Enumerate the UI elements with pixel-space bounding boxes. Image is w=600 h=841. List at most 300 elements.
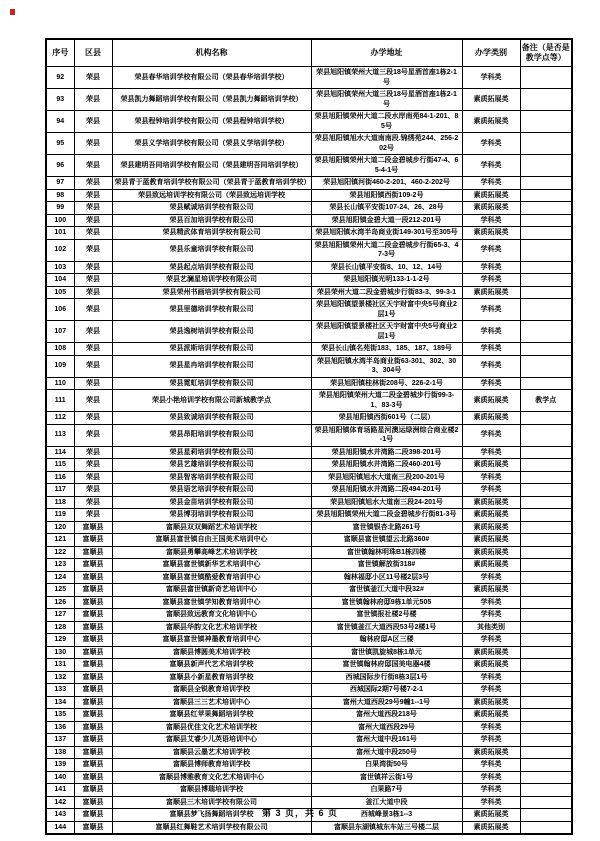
cell-name: 富顺县富世镇新华艺术培训中心 bbox=[112, 559, 311, 572]
cell-no: 132 bbox=[46, 671, 74, 684]
cell-address: 富世镇翰林府邸9栋1单元505 bbox=[311, 596, 462, 609]
cell-category: 学科类 bbox=[462, 609, 520, 622]
cell-address: 西城国际步行街8栋3层1号 bbox=[311, 671, 462, 684]
table-row bbox=[46, 646, 572, 659]
cell-no: 101 bbox=[46, 227, 74, 240]
cell-address: 富世镇翰林明珠B1栋四楼 bbox=[311, 546, 462, 559]
cell-no: 107 bbox=[46, 321, 74, 343]
cell-category: 素质拓展类 bbox=[462, 111, 520, 133]
cell-no: 114 bbox=[46, 446, 74, 459]
cell-name: 富顺县富世镇神墨教育培训中心 bbox=[112, 634, 311, 647]
cell-remark bbox=[520, 684, 572, 697]
table-row bbox=[46, 299, 572, 321]
cell-remark bbox=[520, 261, 572, 274]
cell-name: 富顺县梦飞扬舞蹈培训学校 bbox=[112, 809, 311, 822]
cell-address: 富州大道西段29号9幢1--1号 bbox=[311, 696, 462, 709]
table-row bbox=[46, 734, 572, 747]
cell-name: 荣县青于蓝教育培训学校有限公司（荣县青于蓝教育培训学校） bbox=[112, 177, 311, 190]
cell-remark bbox=[520, 659, 572, 672]
table-row bbox=[46, 111, 572, 133]
cell-no: 118 bbox=[46, 496, 74, 509]
table-row bbox=[46, 133, 572, 155]
table-row bbox=[46, 696, 572, 709]
cell-remark bbox=[520, 534, 572, 547]
cell-remark bbox=[520, 734, 572, 747]
cell-name: 富顺县博圆美术培训学校 bbox=[112, 646, 311, 659]
cell-address: 富世镇银杏北路261号 bbox=[311, 521, 462, 534]
table-row bbox=[46, 596, 572, 609]
cell-name: 富顺县新声代艺术培训学校 bbox=[112, 659, 311, 672]
cell-category: 素质拓展类 bbox=[462, 534, 520, 547]
cell-category: 学科类 bbox=[462, 133, 520, 155]
page-corner-marker bbox=[10, 9, 15, 15]
cell-no: 127 bbox=[46, 609, 74, 622]
cell-address: 富世镇祥云街1号 bbox=[311, 771, 462, 784]
cell-name: 荣县艺澜星培训学校有限公司 bbox=[112, 274, 311, 287]
cell-no: 104 bbox=[46, 274, 74, 287]
cell-name: 荣县乐童培训学校有限公司 bbox=[112, 239, 311, 261]
cell-district: 荣县 bbox=[74, 67, 112, 89]
cell-address: 荣县旭阳镇桂林街208号、226-2-1号 bbox=[311, 377, 462, 390]
cell-address: 富世镇凯旋城8栋1单元 bbox=[311, 646, 462, 659]
cell-district: 富顺县 bbox=[74, 734, 112, 747]
table-row bbox=[46, 746, 572, 759]
cell-name: 荣县星莉培训学校有限公司 bbox=[112, 446, 311, 459]
cell-category: 素质拓展类 bbox=[462, 286, 520, 299]
cell-address: 荣县长山镇名苑街183、185、187、189号 bbox=[311, 343, 462, 356]
cell-address: 荣县旭阳镇西街109-2号 bbox=[311, 189, 462, 202]
cell-remark bbox=[520, 546, 572, 559]
cell-address: 富州大道西段29号 bbox=[311, 721, 462, 734]
cell-address: 荣县旭阳镇西街601号（二层） bbox=[311, 412, 462, 425]
cell-district: 荣县 bbox=[74, 89, 112, 111]
cell-no: 131 bbox=[46, 659, 74, 672]
cell-name: 富顺县小新星教育培训学校 bbox=[112, 671, 311, 684]
cell-remark bbox=[520, 424, 572, 446]
table-row bbox=[46, 459, 572, 472]
cell-address: 白果路7号 bbox=[311, 784, 462, 797]
cell-name: 富顺县博师教育培训学校 bbox=[112, 759, 311, 772]
cell-category: 学科类 bbox=[462, 377, 520, 390]
cell-category: 学科类 bbox=[462, 784, 520, 797]
cell-name: 荣县派斯培训学校有限公司 bbox=[112, 343, 311, 356]
cell-category: 素质拓展类 bbox=[462, 390, 520, 412]
institutions-table bbox=[45, 38, 573, 835]
cell-no: 123 bbox=[46, 559, 74, 572]
cell-district: 富顺县 bbox=[74, 521, 112, 534]
cell-name: 荣县昂阳培训学校有限公司 bbox=[112, 424, 311, 446]
cell-district: 荣县 bbox=[74, 286, 112, 299]
col-header-district: 区县 bbox=[74, 39, 112, 67]
cell-address: 富州大道中段161号 bbox=[311, 734, 462, 747]
cell-address: 荣县长山镇平安街8、10、12、14号 bbox=[311, 261, 462, 274]
cell-category: 素质拓展类 bbox=[462, 821, 520, 834]
table-row bbox=[46, 559, 572, 572]
cell-category: 素质拓展类 bbox=[462, 584, 520, 597]
table-row bbox=[46, 571, 572, 584]
cell-no: 93 bbox=[46, 89, 74, 111]
cell-address: 荣县旭阳镇水井湾路二段460-201号 bbox=[311, 459, 462, 472]
table-row bbox=[46, 659, 572, 672]
cell-name: 富顺县华韵文化艺术培训学校 bbox=[112, 621, 311, 634]
cell-remark bbox=[520, 286, 572, 299]
cell-category: 学科类 bbox=[462, 759, 520, 772]
cell-no: 122 bbox=[46, 546, 74, 559]
cell-no: 133 bbox=[46, 684, 74, 697]
table-row bbox=[46, 534, 572, 547]
cell-remark bbox=[520, 584, 572, 597]
cell-category: 学科类 bbox=[462, 424, 520, 446]
cell-remark bbox=[520, 521, 572, 534]
cell-district: 荣县 bbox=[74, 239, 112, 261]
cell-address: 荣县旭阳镇荣州大道三段18号星酒首座1栋2-1号 bbox=[311, 89, 462, 111]
cell-no: 121 bbox=[46, 534, 74, 547]
cell-name: 富顺县云墨艺术培训学校 bbox=[112, 746, 311, 759]
cell-no: 106 bbox=[46, 299, 74, 321]
table-row bbox=[46, 496, 572, 509]
cell-remark bbox=[520, 377, 572, 390]
cell-address: 富顺县富世镇望云北路360# bbox=[311, 534, 462, 547]
cell-district: 荣县 bbox=[74, 299, 112, 321]
cell-remark bbox=[520, 571, 572, 584]
table-row bbox=[46, 177, 572, 190]
cell-address: 荣县旭阳镇旭水大道南三段24-201号 bbox=[311, 496, 462, 509]
cell-no: 135 bbox=[46, 709, 74, 722]
cell-address: 富世镇报社楼2号楼 bbox=[311, 609, 462, 622]
table-row bbox=[46, 89, 572, 111]
cell-remark bbox=[520, 214, 572, 227]
cell-district: 荣县 bbox=[74, 214, 112, 227]
cell-no: 109 bbox=[46, 355, 74, 377]
cell-address: 荣县旭阳镇光明133-1-1-2号 bbox=[311, 274, 462, 287]
cell-address: 富州大道中段250号 bbox=[311, 746, 462, 759]
table-row bbox=[46, 202, 572, 215]
cell-address: 荣县旭阳镇水井湾路二段398-201号 bbox=[311, 446, 462, 459]
cell-remark bbox=[520, 202, 572, 215]
cell-address: 荣县旭阳镇望景楼社区天宇财富中央5号商业2层1号 bbox=[311, 321, 462, 343]
cell-category: 素质拓展类 bbox=[462, 496, 520, 509]
table-row bbox=[46, 261, 572, 274]
cell-address: 翰林府邸A区三楼 bbox=[311, 634, 462, 647]
cell-address: 荣县旭阳镇体育场路星河澳运绿洲综合商业楼2-1号 bbox=[311, 424, 462, 446]
col-header-remark: 备注（是否是教学点等） bbox=[520, 39, 572, 67]
cell-no: 113 bbox=[46, 424, 74, 446]
cell-remark bbox=[520, 784, 572, 797]
cell-district: 荣县 bbox=[74, 133, 112, 155]
cell-name: 富顺县富世镇酷爱教育培训中心 bbox=[112, 571, 311, 584]
cell-remark: 教学点 bbox=[520, 390, 572, 412]
cell-category: 学科类 bbox=[462, 155, 520, 177]
cell-remark bbox=[520, 559, 572, 572]
cell-district: 荣县 bbox=[74, 484, 112, 497]
cell-category: 学科类 bbox=[462, 239, 520, 261]
cell-district: 富顺县 bbox=[74, 596, 112, 609]
cell-category: 学科类 bbox=[462, 471, 520, 484]
cell-remark bbox=[520, 634, 572, 647]
cell-no: 129 bbox=[46, 634, 74, 647]
cell-address: 荣县旭阳镇望景楼社区天宇财富中央5号商业2层1号 bbox=[311, 299, 462, 321]
cell-remark bbox=[520, 155, 572, 177]
cell-name: 富顺县艾睿少儿英语培训中心 bbox=[112, 734, 311, 747]
cell-district: 荣县 bbox=[74, 412, 112, 425]
table-row bbox=[46, 286, 572, 299]
cell-remark bbox=[520, 746, 572, 759]
cell-remark bbox=[520, 239, 572, 261]
table-row bbox=[46, 189, 572, 202]
col-header-address: 办学地址 bbox=[311, 39, 462, 67]
cell-district: 荣县 bbox=[74, 202, 112, 215]
cell-remark bbox=[520, 343, 572, 356]
cell-category: 素质拓展类 bbox=[462, 412, 520, 425]
cell-address: 翰林福邸小区11号楼2层3号 bbox=[311, 571, 462, 584]
cell-name: 富顺县红舞鞋艺术培训学校有限公司 bbox=[112, 821, 311, 834]
cell-no: 105 bbox=[46, 286, 74, 299]
cell-category: 学科类 bbox=[462, 596, 520, 609]
cell-no: 144 bbox=[46, 821, 74, 834]
cell-remark bbox=[520, 67, 572, 89]
cell-no: 98 bbox=[46, 189, 74, 202]
cell-name: 富顺县富世镇学知教育培训中心 bbox=[112, 596, 311, 609]
cell-address: 富州大道西段218号 bbox=[311, 709, 462, 722]
cell-remark bbox=[520, 355, 572, 377]
cell-name: 富顺县致远教育文化培训中心 bbox=[112, 609, 311, 622]
cell-address: 荣县旭阳镇水湾半岛商业街149-301号至305号 bbox=[311, 227, 462, 240]
cell-no: 117 bbox=[46, 484, 74, 497]
cell-name: 荣县程钟培训学校有限公司（荣县程钟培训学校） bbox=[112, 111, 311, 133]
cell-name: 富顺县富世镇新奇艺培训中心 bbox=[112, 584, 311, 597]
cell-district: 荣县 bbox=[74, 390, 112, 412]
cell-remark bbox=[520, 621, 572, 634]
cell-no: 140 bbox=[46, 771, 74, 784]
cell-name: 富顺县红苹果舞蹈培训学校 bbox=[112, 709, 311, 722]
cell-category: 学科类 bbox=[462, 484, 520, 497]
cell-no: 97 bbox=[46, 177, 74, 190]
cell-category: 学科类 bbox=[462, 634, 520, 647]
cell-name: 富顺县勇攀高峰艺术培训学校 bbox=[112, 546, 311, 559]
cell-category: 学科类 bbox=[462, 67, 520, 89]
cell-address: 釜江大道中段 bbox=[311, 796, 462, 809]
cell-name: 荣县逸树培训学校有限公司 bbox=[112, 321, 311, 343]
cell-name: 荣县凯力舞蹈培训学校有限公司（荣县凯力舞蹈培训学校） bbox=[112, 89, 311, 111]
cell-remark bbox=[520, 496, 572, 509]
cell-district: 富顺县 bbox=[74, 646, 112, 659]
cell-no: 111 bbox=[46, 390, 74, 412]
cell-address: 富世镇翰林府邸国美电器4楼 bbox=[311, 659, 462, 672]
table-row bbox=[46, 709, 572, 722]
cell-no: 124 bbox=[46, 571, 74, 584]
cell-category: 学科类 bbox=[462, 261, 520, 274]
cell-district: 富顺县 bbox=[74, 696, 112, 709]
cell-name: 荣县艺雄培训学校有限公司 bbox=[112, 459, 311, 472]
cell-district: 荣县 bbox=[74, 377, 112, 390]
cell-category: 学科类 bbox=[462, 321, 520, 343]
cell-address: 富世镇釜江大道中段32# bbox=[311, 584, 462, 597]
cell-district: 富顺县 bbox=[74, 821, 112, 834]
table-row bbox=[46, 609, 572, 622]
cell-district: 富顺县 bbox=[74, 684, 112, 697]
cell-name: 富顺县三三艺术培训中心 bbox=[112, 696, 311, 709]
cell-district: 富顺县 bbox=[74, 571, 112, 584]
cell-district: 荣县 bbox=[74, 459, 112, 472]
table-row bbox=[46, 521, 572, 534]
cell-category: 素质拓展类 bbox=[462, 227, 520, 240]
cell-no: 102 bbox=[46, 239, 74, 261]
cell-address: 富顺县东湖镇城东车站三号楼二层 bbox=[311, 821, 462, 834]
cell-address: 荣县旭阳镇旭水大道南南段.锦绣苑244、256-202号 bbox=[311, 133, 462, 155]
cell-no: 110 bbox=[46, 377, 74, 390]
cell-address: 荣县旭阳镇荣州大道二段金碧城步行街81-3号 bbox=[311, 509, 462, 522]
cell-name: 富顺县博雅教育文化艺术培训中心 bbox=[112, 771, 311, 784]
cell-district: 荣县 bbox=[74, 274, 112, 287]
cell-name: 荣县博羽培训学校有限公司 bbox=[112, 509, 311, 522]
table-row bbox=[46, 239, 572, 261]
table-row bbox=[46, 621, 572, 634]
cell-address: 荣县旭阳镇水湾半岛商业街63-301、302、303、304号 bbox=[311, 355, 462, 377]
cell-remark bbox=[520, 509, 572, 522]
cell-no: 119 bbox=[46, 509, 74, 522]
cell-remark bbox=[520, 484, 572, 497]
col-header-name: 机构名称 bbox=[112, 39, 311, 67]
cell-address: 荣县旭阳镇荣州大道二段金碧城步行街65-3、47-3号 bbox=[311, 239, 462, 261]
cell-district: 荣县 bbox=[74, 111, 112, 133]
cell-category: 学科类 bbox=[462, 274, 520, 287]
cell-category: 素质拓展类 bbox=[462, 202, 520, 215]
table-row bbox=[46, 721, 572, 734]
table-row bbox=[46, 67, 572, 89]
table-row bbox=[46, 471, 572, 484]
cell-category: 学科类 bbox=[462, 177, 520, 190]
cell-no: 138 bbox=[46, 746, 74, 759]
cell-no: 137 bbox=[46, 734, 74, 747]
cell-name: 荣县起点培训学校有限公司 bbox=[112, 261, 311, 274]
cell-category: 学科类 bbox=[462, 446, 520, 459]
cell-category: 素质拓展类 bbox=[462, 809, 520, 822]
cell-no: 108 bbox=[46, 343, 74, 356]
table-row bbox=[46, 390, 572, 412]
cell-district: 富顺县 bbox=[74, 609, 112, 622]
cell-remark bbox=[520, 671, 572, 684]
table-row bbox=[46, 684, 572, 697]
col-header-category: 办学类别 bbox=[462, 39, 520, 67]
cell-no: 143 bbox=[46, 809, 74, 822]
table-row bbox=[46, 355, 572, 377]
cell-name: 荣县致远培训学校有限公司（荣县致远培训学校 bbox=[112, 189, 311, 202]
table-row bbox=[46, 424, 572, 446]
cell-district: 富顺县 bbox=[74, 809, 112, 822]
cell-no: 115 bbox=[46, 459, 74, 472]
cell-name: 荣县星冉培训学校有限公司 bbox=[112, 355, 311, 377]
page-number-footer: 第 3 页，共 6 页 bbox=[261, 808, 338, 818]
cell-address: 白果湾街50号 bbox=[311, 759, 462, 772]
cell-remark bbox=[520, 709, 572, 722]
cell-remark bbox=[520, 596, 572, 609]
cell-address: 荣县荣州大道二段金碧城步行街83-3、99-3-1 bbox=[311, 286, 462, 299]
cell-address: 荣县长山镇平安街107-24、26、28号 bbox=[311, 202, 462, 215]
cell-district: 荣县 bbox=[74, 424, 112, 446]
col-header-no: 序号 bbox=[46, 39, 74, 67]
cell-remark bbox=[520, 696, 572, 709]
cell-remark bbox=[520, 471, 572, 484]
cell-district: 荣县 bbox=[74, 496, 112, 509]
cell-category: 学科类 bbox=[462, 343, 520, 356]
cell-no: 92 bbox=[46, 67, 74, 89]
cell-district: 富顺县 bbox=[74, 796, 112, 809]
cell-name: 荣县春华培训学校有限公司（荣县春华培训学校） bbox=[112, 67, 311, 89]
table-row bbox=[46, 784, 572, 797]
cell-district: 富顺县 bbox=[74, 621, 112, 634]
cell-district: 富顺县 bbox=[74, 559, 112, 572]
cell-no: 100 bbox=[46, 214, 74, 227]
cell-category: 素质拓展类 bbox=[462, 559, 520, 572]
cell-remark bbox=[520, 321, 572, 343]
cell-no: 141 bbox=[46, 784, 74, 797]
cell-no: 134 bbox=[46, 696, 74, 709]
cell-address: 西城峰景3栋1--3 bbox=[311, 809, 462, 822]
cell-address: 荣县旭阳镇河街460-2-201、460-2-202号 bbox=[311, 177, 462, 190]
cell-remark bbox=[520, 274, 572, 287]
cell-address: 富世镇解放街318# bbox=[311, 559, 462, 572]
table-row bbox=[46, 446, 572, 459]
cell-category: 素质拓展类 bbox=[462, 696, 520, 709]
cell-category: 学科类 bbox=[462, 796, 520, 809]
cell-district: 荣县 bbox=[74, 261, 112, 274]
table-row bbox=[46, 321, 572, 343]
cell-no: 126 bbox=[46, 596, 74, 609]
table-row bbox=[46, 634, 572, 647]
cell-category: 素质拓展类 bbox=[462, 646, 520, 659]
cell-address: 荣县旭阳镇金碧大道一段212-201号 bbox=[311, 214, 462, 227]
cell-district: 富顺县 bbox=[74, 534, 112, 547]
cell-remark bbox=[520, 646, 572, 659]
cell-district: 富顺县 bbox=[74, 746, 112, 759]
cell-category: 学科类 bbox=[462, 721, 520, 734]
cell-district: 富顺县 bbox=[74, 584, 112, 597]
cell-no: 139 bbox=[46, 759, 74, 772]
cell-category: 其他类别 bbox=[462, 621, 520, 634]
cell-name: 荣县霓虹培训学校有限公司 bbox=[112, 377, 311, 390]
cell-address: 荣县旭阳镇荣州大道二段水岸南苑84-1-201、85号 bbox=[311, 111, 462, 133]
cell-category: 学科类 bbox=[462, 299, 520, 321]
cell-name: 富顺县优佳文化艺术培训学校 bbox=[112, 721, 311, 734]
table-row bbox=[46, 771, 572, 784]
table-row bbox=[46, 759, 572, 772]
cell-name: 荣县语艺培训学校有限公司 bbox=[112, 484, 311, 497]
cell-address: 荣县旭阳镇荣州大道三段18号星酒首座1栋2-1号 bbox=[311, 67, 462, 89]
cell-category: 素质拓展类 bbox=[462, 546, 520, 559]
cell-remark bbox=[520, 111, 572, 133]
table-row bbox=[46, 509, 572, 522]
cell-no: 128 bbox=[46, 621, 74, 634]
cell-category: 学科类 bbox=[462, 355, 520, 377]
cell-district: 富顺县 bbox=[74, 771, 112, 784]
cell-category: 素质拓展类 bbox=[462, 709, 520, 722]
cell-remark bbox=[520, 771, 572, 784]
table-row bbox=[46, 546, 572, 559]
cell-category: 素质拓展类 bbox=[462, 459, 520, 472]
cell-district: 荣县 bbox=[74, 446, 112, 459]
cell-no: 94 bbox=[46, 111, 74, 133]
table-row bbox=[46, 214, 572, 227]
table-row bbox=[46, 227, 572, 240]
cell-category: 学科类 bbox=[462, 671, 520, 684]
cell-name: 荣县建明吾同培训学校有限公司（荣县建明吾同培训学校） bbox=[112, 155, 311, 177]
cell-no: 142 bbox=[46, 796, 74, 809]
table-row bbox=[46, 155, 572, 177]
cell-name: 荣县小艳培训学校有限公司新城教学点 bbox=[112, 390, 311, 412]
cell-district: 荣县 bbox=[74, 155, 112, 177]
cell-address: 西城国际2期7号楼7-2-1 bbox=[311, 684, 462, 697]
cell-remark bbox=[520, 227, 572, 240]
